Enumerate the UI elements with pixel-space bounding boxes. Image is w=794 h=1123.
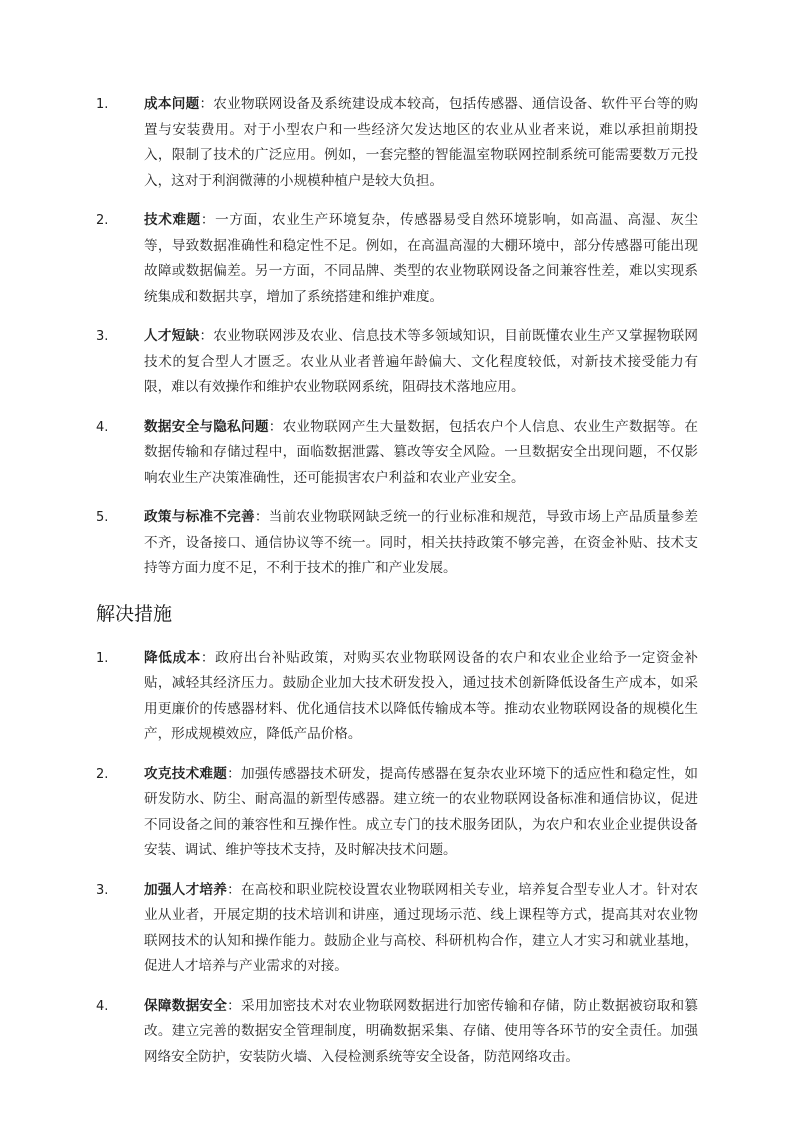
item-term: 人才短缺 (144, 328, 200, 344)
item-term: 降低成本 (144, 649, 201, 666)
list-item (96, 505, 698, 582)
list-item (96, 994, 698, 1071)
list-number: 2. (96, 213, 109, 228)
item-term: 技术难题 (144, 212, 201, 228)
item-term: 保障数据安全 (144, 997, 228, 1014)
solutions-list (96, 646, 698, 1071)
list-item (96, 415, 698, 492)
list-item (96, 92, 698, 194)
term-separator: ： (268, 418, 283, 435)
item-text: 在高校和职业院校设置农业物联网相关专业，培养复合型专业人才。针对农业从业者，开展定期的技术培训和讲座，通过现场示范、线上课程等方式，提高其对农业物联网技术的认知和操作能力。鼓励企业与高校、科研机构合作，建立人才实习和就业基地，促进人才培养与产业需求的对接。 (144, 881, 699, 974)
challenges-list (96, 92, 698, 582)
term-separator: ： (200, 649, 216, 666)
list-number: 2. (96, 766, 109, 782)
list-number: 4. (96, 998, 109, 1014)
item-text: 农业物联网设备及系统建设成本较高，包括传感器、通信设备、软件平台等的购置与安装费用。对于小型农户和一些经济欠发达地区的农业从业者来说，难以承担前期投入，限制了技术的广泛应用。例如，一套完整的智能温室物联网控制系统可能需要数万元投入，这对于利润微薄的小规模种植户是较大负担。 (144, 96, 699, 189)
list-item (96, 208, 698, 310)
item-text: 一方面，农业生产环境复杂，传感器易受自然环境影响，如高温、高湿、灰尘等，导致数据准确性和稳定性不足。例如，在高温高湿的大棚环境中，部分传感器可能出现故障或数据偏差。另一方面，不同品牌、类型的农业物联网设备之间兼容性差，难以实现系统集成和数据共享，增加了系统搭建和维护难度。 (144, 212, 699, 305)
item-text: 当前农业物联网缺乏统一的行业标准和规范，导致市场上产品质量参差不齐，设备接口、通信协议等不统一。同时，相关扶持政策不够完善，在资金补贴、技术支持等方面力度不足，不利于技术的推广和产业发展。 (144, 509, 699, 576)
list-item (96, 762, 698, 864)
item-text: 加强传感器技术研发，提高传感器在复杂农业环境下的适应性和稳定性，如研发防水、防尘、耐高温的新型传感器。建立统一的农业物联网设备标准和通信协议，促进不同设备之间的兼容性和互操作性。成立专门的技术服务团队，为农户和农业企业提供设备安装、调试、维护等技术支持，及时解决技术问题。 (144, 765, 699, 858)
item-term: 政策与标准不完善 (144, 509, 255, 525)
item-text: 采用加密技术对农业物联网数据进行加密传输和存储，防止数据被窃取和篡改。建立完善的数据安全管理制度，明确数据采集、存储、使用等各环节的安全责任。加强网络安全防护，安装防火墙、入侵检测系统等安全设备，防范网络攻击。 (144, 997, 699, 1065)
solutions-heading: 解决措施 (96, 602, 173, 625)
item-term: 攻克技术难题 (144, 765, 228, 782)
item-text: 政府出台补贴政策，对购买农业物联网设备的农户和农业企业给予一定资金补贴，减轻其经济压力。鼓励企业加大技术研发投入，通过技术创新降低设备生产成本，如采用更廉价的传感器材料、优化通信技术以降低传输成本等。推动农业物联网设备的规模化生产，形成规模效应，降低产品价格。 (144, 649, 699, 742)
term-separator: ： (199, 328, 214, 344)
item-text: 农业物联网产生大量数据，包括农户个人信息、农业生产数据等。在数据传输和存储过程中，面临数据泄露、篡改等安全风险。一旦数据安全出现问题，不仅影响农业生产决策准确性，还可能损害农户利益和农业产业安全。 (144, 418, 699, 486)
term-separator: ： (200, 212, 216, 228)
list-number: 1. (96, 650, 109, 666)
item-text: 农业物联网涉及农业、信息技术等多领域知识，目前既懂农业生产又掌握物联网技术的复合型人才匮乏。农业从业者普遍年龄偏大、文化程度较低，对新技术接受能力有限，难以有效操作和维护农业物联网系统，阻碍技术落地应用。 (144, 328, 699, 395)
item-term: 成本问题 (144, 96, 200, 112)
list-number: 1. (96, 97, 109, 112)
list-number: 3. (96, 882, 109, 898)
item-term: 数据安全与隐私问题 (144, 418, 269, 435)
list-item (96, 646, 698, 748)
term-separator: ： (227, 997, 241, 1014)
term-separator: ： (254, 509, 269, 525)
list-number: 3. (96, 329, 109, 344)
list-number: 5. (96, 510, 109, 525)
term-separator: ： (227, 765, 241, 782)
list-item (96, 324, 698, 401)
term-separator: ： (199, 96, 214, 112)
term-separator: ： (227, 881, 241, 898)
list-item (96, 878, 698, 980)
item-term: 加强人才培养 (144, 881, 228, 898)
list-number: 4. (96, 419, 109, 435)
